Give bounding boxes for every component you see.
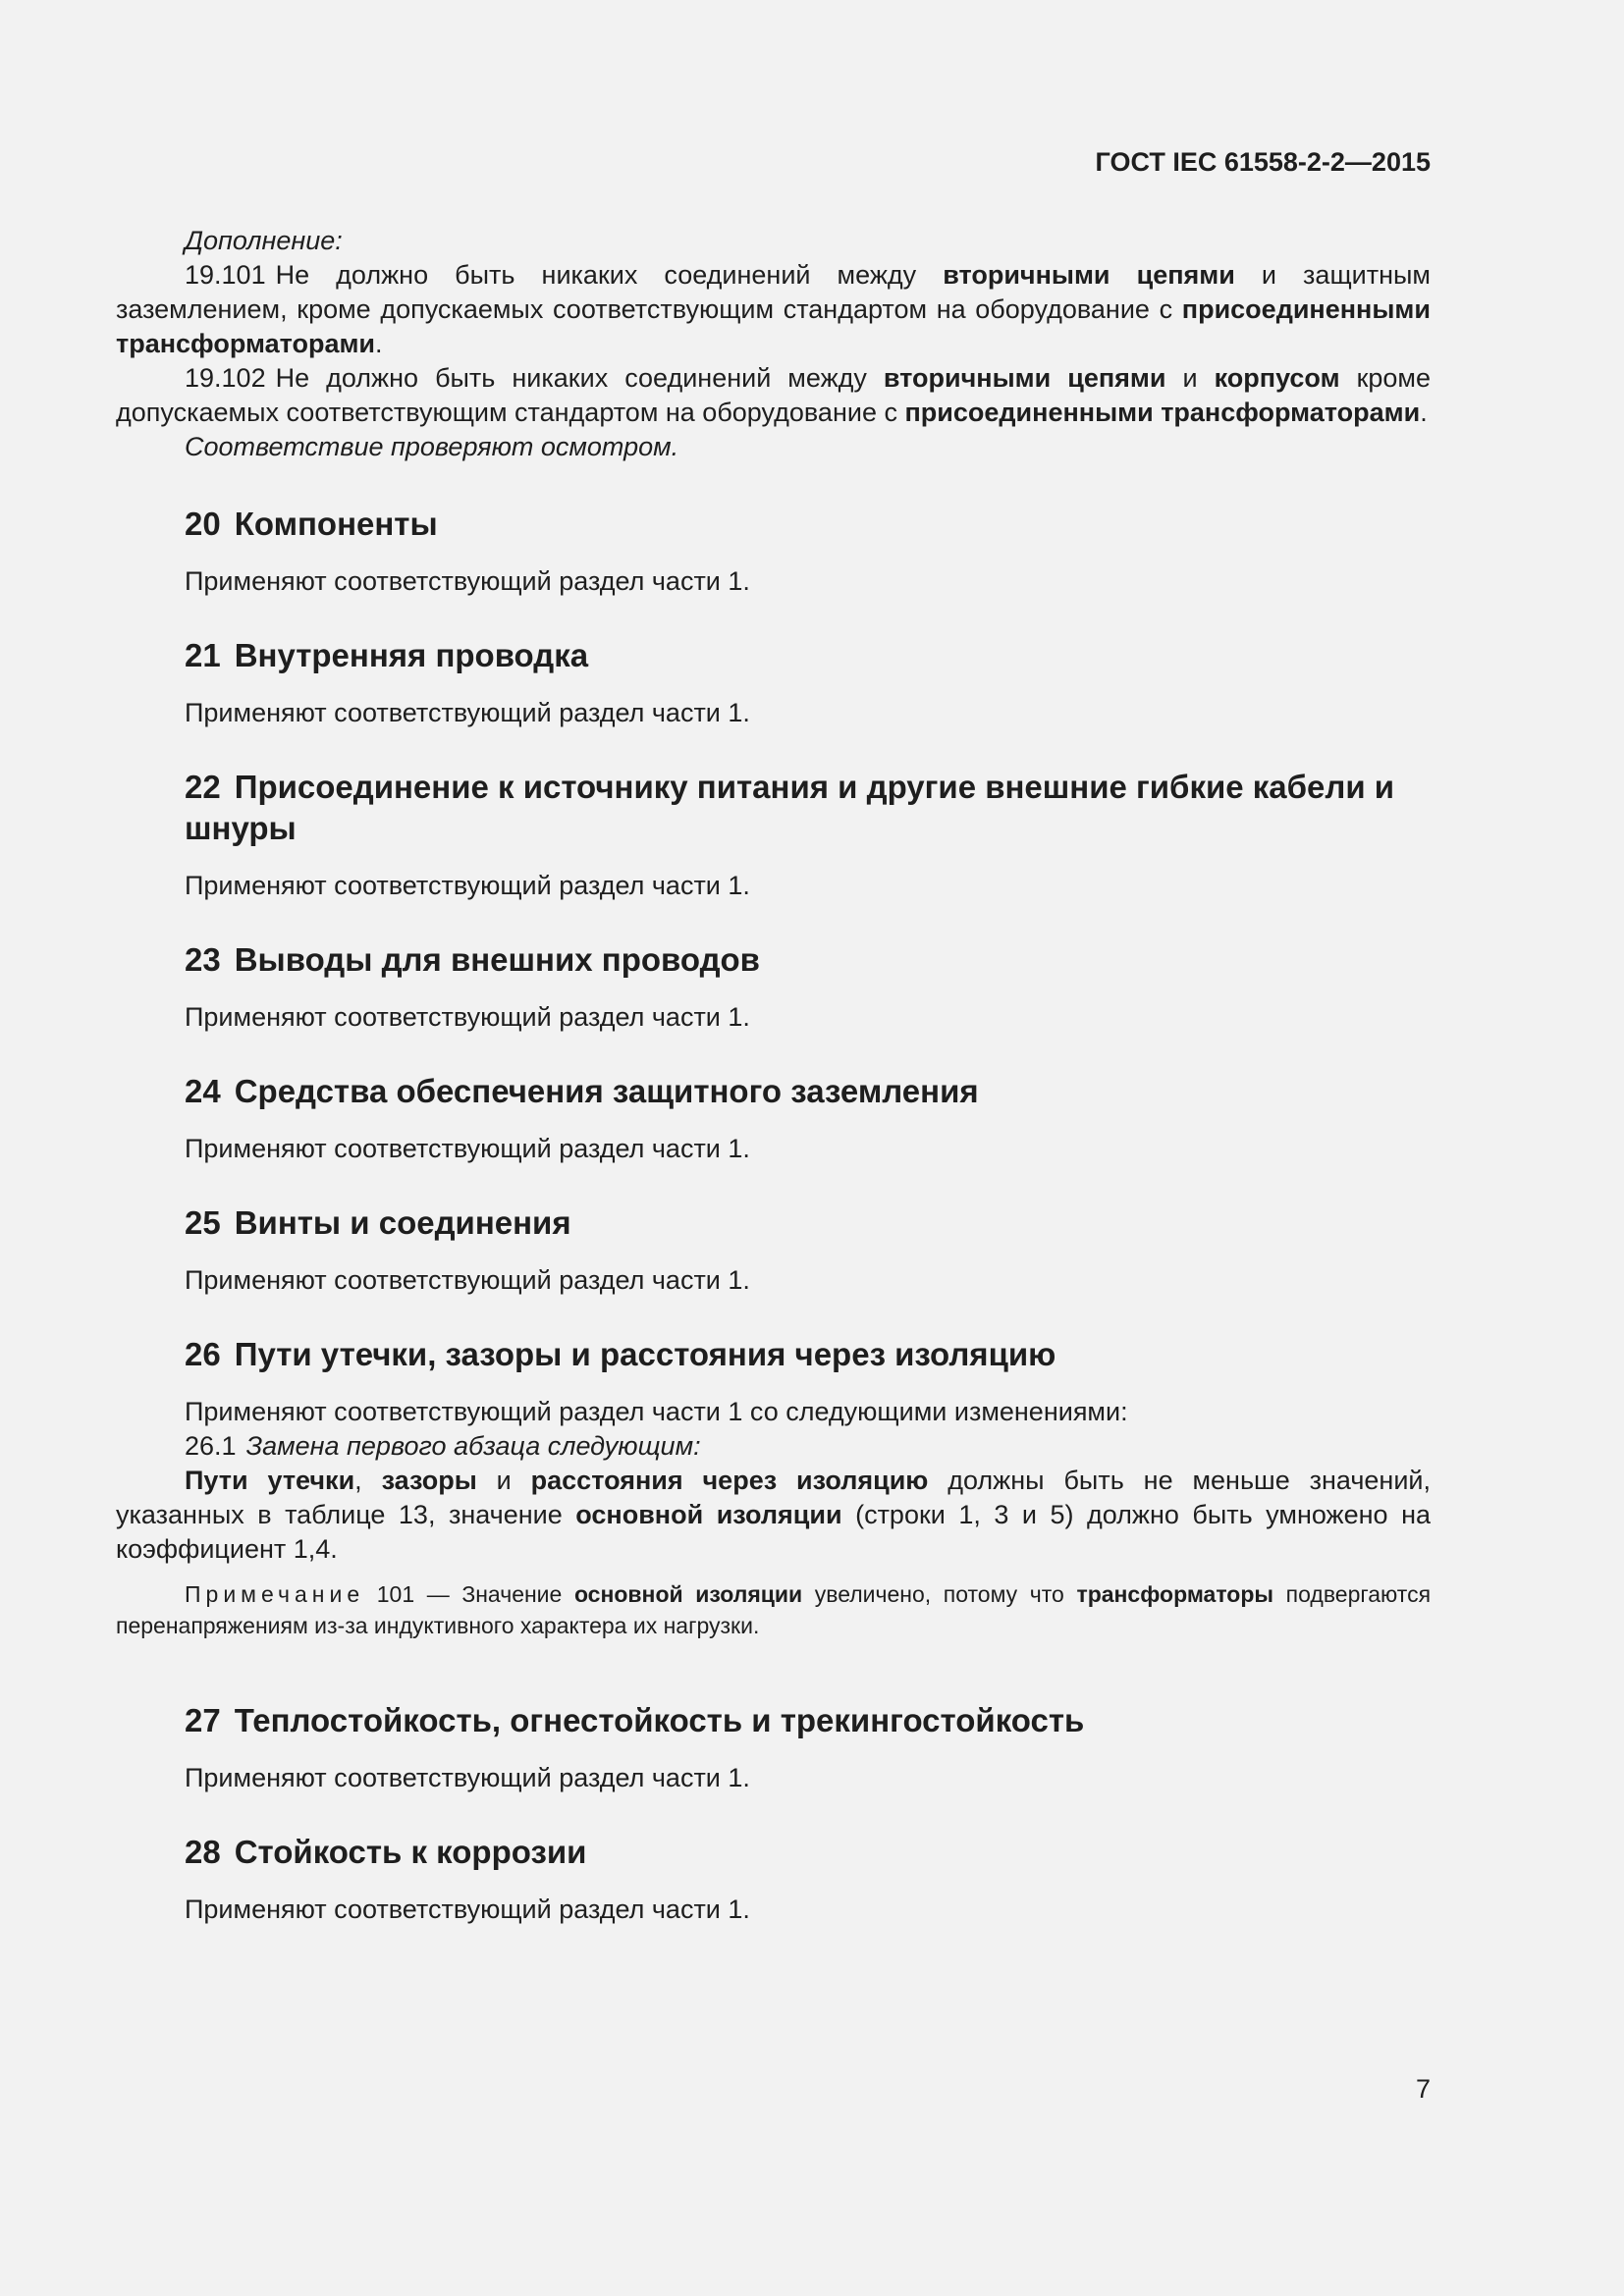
section-27-text: Применяют соответствующий раздел части 1. <box>185 1763 750 1792</box>
addition-title: Дополнение: <box>185 226 343 255</box>
clause-26-1-text: Пути утечки, зазоры и расстояния через изоляцию должны быть не меньше значений, указанных в таблице 13, значение основной изоляции (строки 1, 3 и 5) должно быть умножено на коэффициент 1,4. <box>116 1466 1431 1564</box>
clause-26-1 <box>116 1429 1431 1464</box>
term-body: корпусом <box>1214 363 1340 393</box>
document-code: ГОСТ IEC 61558-2-2—2015 <box>1095 147 1431 177</box>
clause-19-102: 19.102 Не должно быть никаких соединений между вторичными цепями и корпусом кроме допускаемых соответствующим стандартом на оборудование с присоединенными трансформаторами. <box>116 363 1431 427</box>
section-heading-27: 27 Теплостойкость, огнестойкость и трекингостойкость <box>185 1702 1085 1738</box>
clause-number: 19.102 <box>185 363 266 393</box>
page-number: 7 <box>1415 2074 1431 2104</box>
term-secondary-circuits: вторичными цепями <box>883 363 1166 393</box>
section-22-text: Применяют соответствующий раздел части 1. <box>185 871 750 900</box>
section-28-text: Применяют соответствующий раздел части 1. <box>185 1895 750 1924</box>
clause-19-101: 19.101 Не должно быть никаких соединений между вторичными цепями и защитным заземлением, кроме допускаемых соответствующим стандартом на оборудование с присоединенными трансформаторами. <box>116 260 1431 358</box>
section-23-text: Применяют соответствующий раздел части 1. <box>185 1002 750 1032</box>
section-heading-23: 23 Выводы для внешних проводов <box>185 941 760 978</box>
section-heading-28: 28 Стойкость к коррозии <box>185 1834 587 1870</box>
section-20-text: Применяют соответствующий раздел части 1. <box>185 566 750 596</box>
term-secondary-circuits: вторичными цепями <box>943 260 1235 290</box>
section-heading-20: 20 Компоненты <box>185 506 438 542</box>
section-24-text: Применяют соответствующий раздел части 1. <box>185 1134 750 1163</box>
section-21-text: Применяют соответствующий раздел части 1. <box>185 698 750 727</box>
section-heading-21: 21 Внутренняя проводка <box>185 637 589 673</box>
section-26-intro: Применяют соответствующий раздел части 1 со следующими изменениями: <box>185 1397 1128 1426</box>
section-25-text: Применяют соответствующий раздел части 1. <box>185 1265 750 1295</box>
section-heading-24: 24 Средства обеспечения защитного заземления <box>185 1073 979 1109</box>
clause-26-1-title: Замена первого абзаца следующим: <box>245 1431 701 1461</box>
page-content <box>116 224 1431 1927</box>
section-heading-22: 22 Присоединение к источнику питания и другие внешние гибкие кабели и шнуры <box>185 769 1395 846</box>
note-label: Примечание <box>185 1581 365 1607</box>
term-associated-transformers: присоединенными трансформаторами <box>904 398 1421 427</box>
term-associated-transformers: присоединенными трансформаторами <box>116 294 1431 358</box>
note-number: 101 <box>376 1581 415 1607</box>
clause-number: 19.101 <box>185 260 266 290</box>
clause-number: 26.1 <box>185 1431 237 1461</box>
section-heading-26: 26 Пути утечки, зазоры и расстояния через изоляцию <box>185 1336 1056 1372</box>
section-heading-25: 25 Винты и соединения <box>185 1204 571 1241</box>
note-101: Примечание 101 — Значение основной изоляции увеличено, потому что трансформаторы подвергаются перенапряжениям из-за индуктивного характера их нагрузки. <box>116 1581 1432 1638</box>
compliance-note: Соответствие проверяют осмотром. <box>185 432 679 461</box>
